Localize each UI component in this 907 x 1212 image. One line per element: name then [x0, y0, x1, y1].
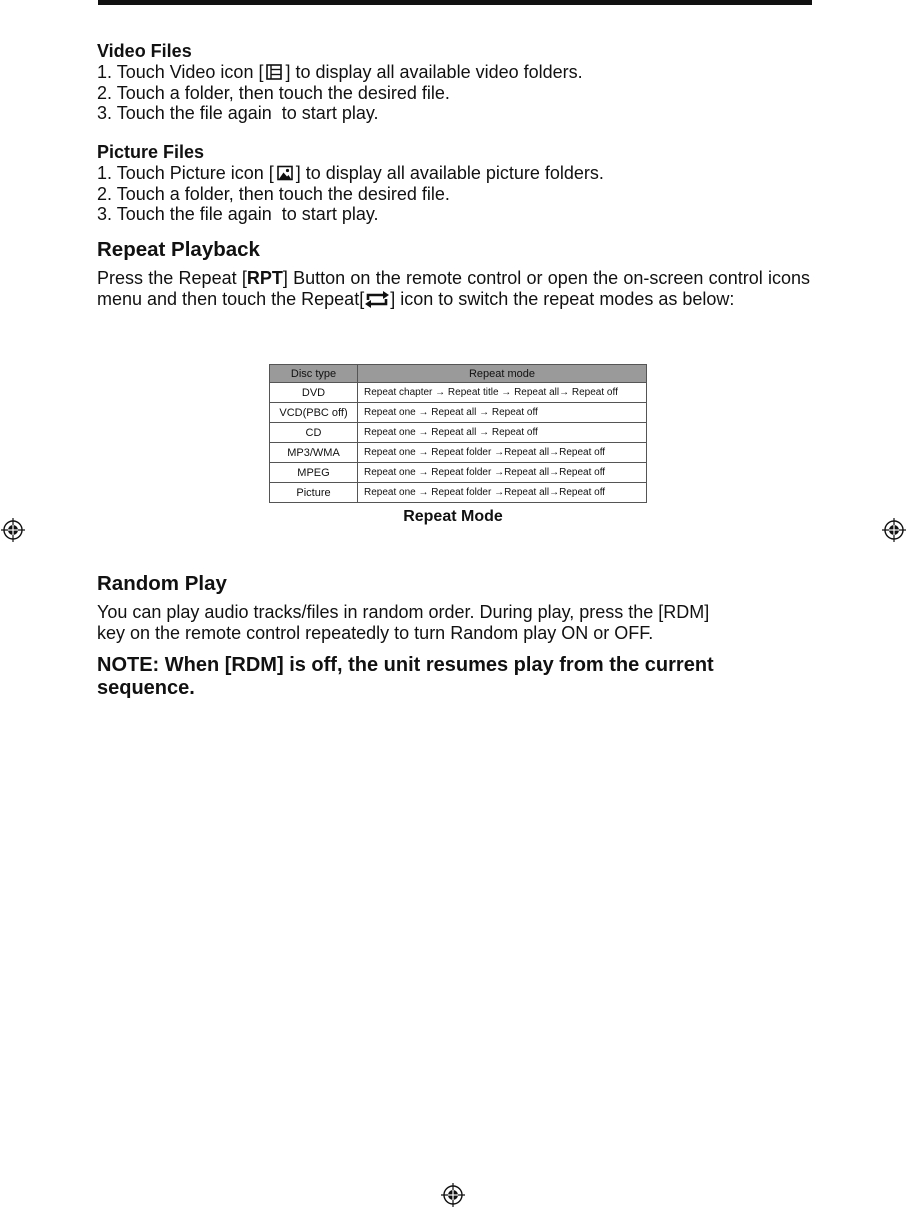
- repeat-mode-cell: Repeat chapter → Repeat title → Repeat all→ Repeat off: [358, 383, 647, 403]
- table-row: [270, 483, 647, 503]
- video-step-2: 2. Touch a folder, then touch the desired file.: [97, 82, 450, 103]
- repeat-playback-heading: Repeat Playback: [97, 238, 260, 261]
- header-repeat-mode: Repeat mode: [358, 365, 647, 383]
- registration-mark-icon: [882, 518, 906, 542]
- repeat-mode-cell: Repeat one → Repeat all → Repeat off: [358, 423, 647, 443]
- random-play-section: [97, 572, 810, 700]
- table-row: [270, 403, 647, 423]
- table-row: [270, 443, 647, 463]
- note-line-2: sequence.: [97, 677, 195, 699]
- rpt-key: RPT: [246, 268, 283, 288]
- picture-step-1: 1. Touch Picture icon [ ] to display all available picture folders.: [97, 163, 604, 183]
- registration-mark-icon: [441, 1183, 465, 1207]
- repeat-playback-paragraph: Press the Repeat [RPT] Button on the remote control or open the on-screen control icons menu and then touch the Repeat[ ] icon to switch the repeat modes as below:: [97, 268, 810, 313]
- table-header-row: [270, 365, 647, 383]
- registration-mark-icon: [1, 518, 25, 542]
- header-disc-type: Disc type: [270, 365, 358, 383]
- disc-type-cell: MP3/WMA: [270, 443, 358, 463]
- film-icon: [266, 64, 282, 80]
- repeat-mode-cell: Repeat one → Repeat folder →Repeat all→Repeat off: [358, 463, 647, 483]
- repeat-icon: [364, 291, 390, 313]
- picture-step-2: 2. Touch a folder, then touch the desired file.: [97, 183, 450, 204]
- table-row: [270, 383, 647, 403]
- picture-icon: [277, 165, 293, 181]
- repeat-mode-cell: Repeat one → Repeat folder →Repeat all→Repeat off: [358, 483, 647, 503]
- table-row: [270, 423, 647, 443]
- video-step-3: 3. Touch the file again to start play.: [97, 103, 379, 123]
- random-play-heading: Random Play: [97, 572, 227, 595]
- random-play-line-2: key on the remote control repeatedly to turn Random play ON or OFF.: [97, 623, 654, 643]
- video-step-1: 1. Touch Video icon [ ] to display all available video folders.: [97, 62, 583, 82]
- picture-files-heading: Picture Files: [97, 142, 205, 162]
- disc-type-cell: CD: [270, 423, 358, 443]
- table-row: [270, 463, 647, 483]
- note-line-1: NOTE: When [RDM] is off, the unit resumes play from the current: [97, 654, 714, 676]
- repeat-playback-section: [97, 238, 810, 313]
- disc-type-cell: DVD: [270, 383, 358, 403]
- disc-type-cell: Picture: [270, 483, 358, 503]
- disc-type-cell: MPEG: [270, 463, 358, 483]
- random-play-line-1: You can play audio tracks/files in random order. During play, press the [RDM]: [97, 602, 710, 622]
- video-files-heading: Video Files: [97, 41, 192, 61]
- repeat-mode-cell: Repeat one → Repeat folder →Repeat all→Repeat off: [358, 443, 647, 463]
- picture-files-section: [97, 142, 810, 225]
- top-rule: [98, 0, 812, 5]
- picture-step-3: 3. Touch the file again to start play.: [97, 204, 379, 224]
- table-caption: Repeat Mode: [403, 508, 503, 525]
- video-files-section: [97, 41, 810, 124]
- repeat-mode-cell: Repeat one → Repeat all → Repeat off: [358, 403, 647, 423]
- repeat-mode-table: [269, 364, 647, 503]
- disc-type-cell: VCD(PBC off): [270, 403, 358, 423]
